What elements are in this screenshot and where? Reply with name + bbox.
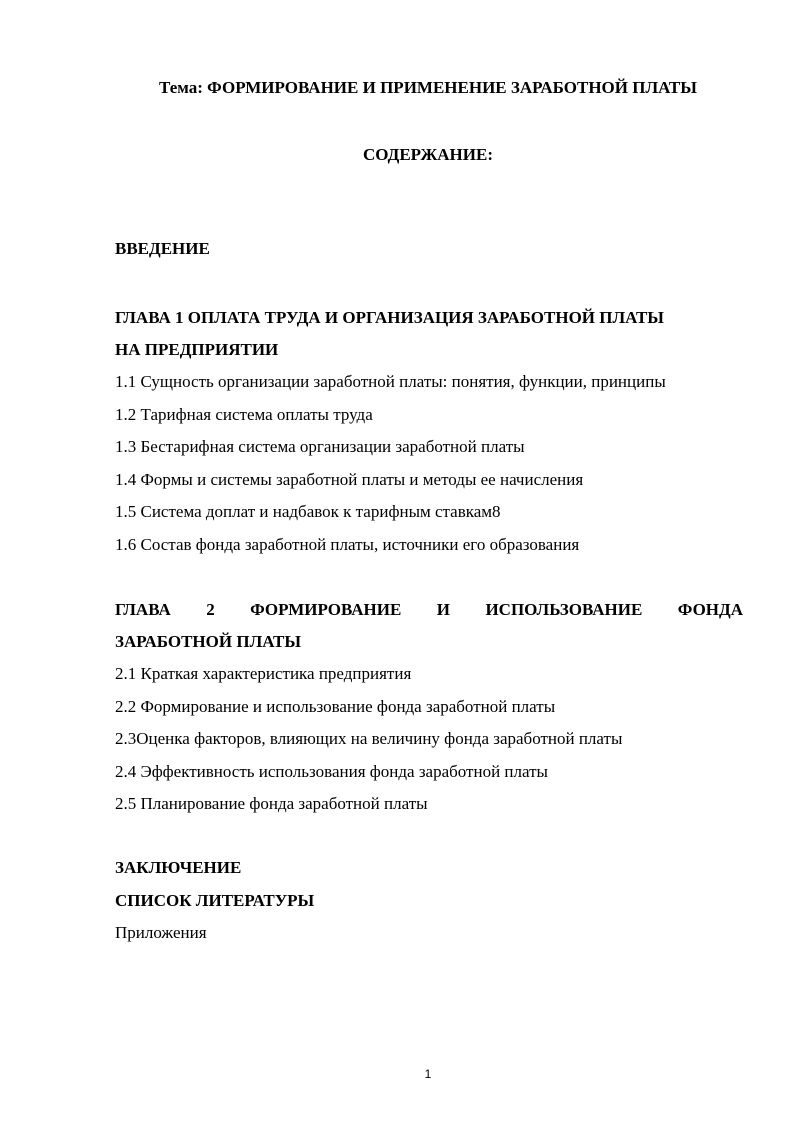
heading-word: 2	[206, 600, 215, 619]
toc-chapter-1-heading	[115, 302, 743, 366]
heading-word: ГЛАВА	[115, 600, 171, 619]
toc-item: 2.4 Эффективность использования фонда заработной платы	[115, 761, 548, 781]
toc-chapter-1-items	[115, 366, 743, 561]
toc-conclusion: ЗАКЛЮЧЕНИЕ	[115, 858, 242, 877]
chapter-2-heading-line-1	[115, 594, 743, 626]
heading-word: И	[436, 600, 450, 619]
chapter-1-heading-line-2: НА ПРЕДПРИЯТИИ	[115, 340, 279, 359]
toc-item: 1.5 Система доплат и надбавок к тарифным ставкам8	[115, 502, 501, 521]
toc-chapter-2-items	[115, 658, 743, 821]
toc-introduction: ВВЕДЕНИЕ	[115, 239, 210, 258]
toc-item: 1.4 Формы и системы заработной платы и методы ее начисления	[115, 469, 584, 489]
heading-word: ФОРМИРОВАНИЕ	[250, 600, 402, 619]
toc-item: 1.2 Тарифная система оплаты труда	[115, 404, 373, 424]
toc-item: 2.1 Краткая характеристика предприятия	[115, 664, 412, 683]
toc-item: 2.5 Планирование фонда заработной платы	[115, 794, 428, 813]
toc-item: 1.1 Сущность организации заработной платы: понятия, функции, принципы	[115, 372, 666, 391]
chapter-1-heading-line-1: ГЛАВА 1 ОПЛАТА ТРУДА И ОРГАНИЗАЦИЯ ЗАРАБОТНОЙ ПЛАТЫ	[115, 308, 664, 327]
heading-word: ИСПОЛЬЗОВАНИЕ	[485, 600, 643, 619]
toc-appendices: Приложения	[115, 923, 207, 942]
toc-item: 2.3Оценка факторов, влияющих на величину фонда заработной платы	[115, 729, 623, 748]
document-title: Тема: ФОРМИРОВАНИЕ И ПРИМЕНЕНИЕ ЗАРАБОТНОЙ ПЛАТЫ	[159, 78, 697, 97]
toc-references: СПИСОК ЛИТЕРАТУРЫ	[115, 890, 315, 910]
contents-heading: СОДЕРЖАНИЕ:	[362, 145, 493, 164]
heading-word: ФОНДА	[677, 600, 743, 619]
toc-item: 1.3 Бестарифная система организации заработной платы	[115, 437, 525, 456]
toc-chapter-2-heading	[115, 594, 743, 658]
toc-final-section	[115, 852, 743, 950]
page-number: 1	[424, 1067, 432, 1081]
toc-item: 2.2 Формирование и использование фонда заработной платы	[115, 696, 556, 716]
chapter-2-heading-line-2: ЗАРАБОТНОЙ ПЛАТЫ	[115, 632, 302, 651]
toc-item: 1.6 Состав фонда заработной платы, источники его образования	[115, 534, 580, 554]
